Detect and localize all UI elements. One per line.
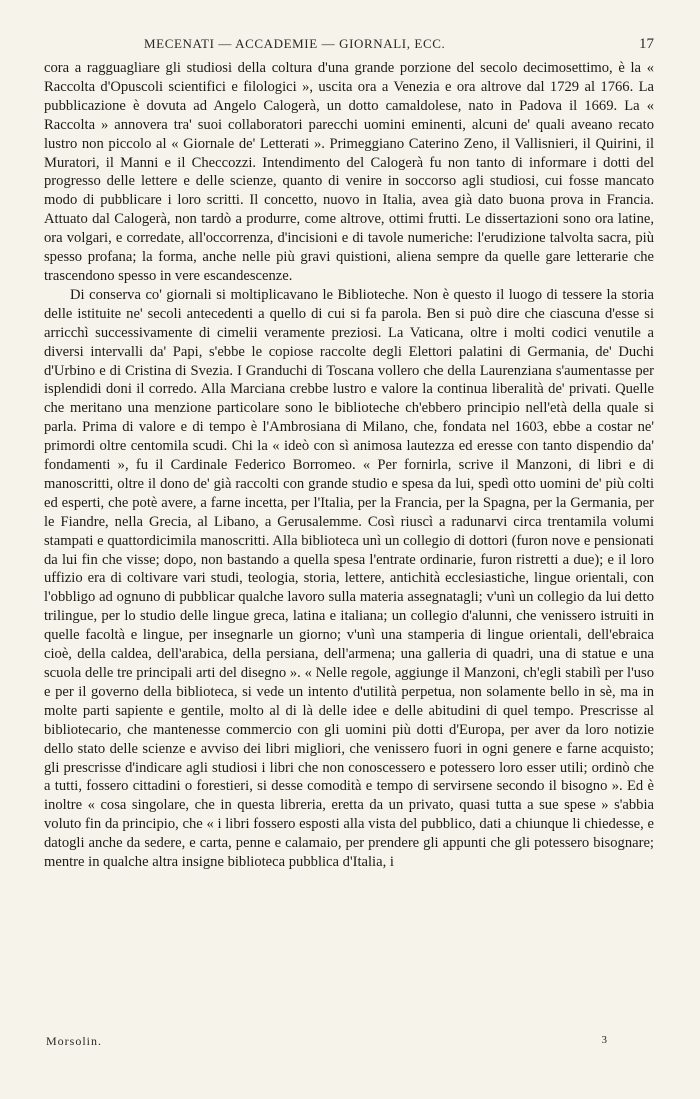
paragraph-continuation: cora a ragguagliare gli studiosi della coltura d'una grande porzione del secolo decimosettimo, è la « Raccolta d'Opuscoli scientifici e filologici », uscita ora a Venezia e ora altrove dal 1729 al 1766. La pubblicazione è dovuta ad Angelo Calogerà, un dotto camaldolese, nato in Padova il 1669. La « Raccolta » annovera tra' suoi collaboratori parecchi uomini eminenti, alcuni de' quali aveano recato lustro non piccolo al « Giornale de' Letterati ». Primeggiano Caterino Zeno, il Vallisnieri, il Quirini, il Muratori, il Manni e il Checcozzi. Intendimento del Calogerà fu non tanto di informare i dotti del progresso delle lettere e delle scienze, quanto di venire in soccorso agli studiosi, cui fosse mancato modo di pubblicare i loro scritti. Il concetto, nuovo in Italia, avea già dato buona prova in Francia. Attuato dal Calogerà, non tardò a produrre, come altrove, ottimi frutti. Le dissertazioni sono ora latine, ora volgari, e corredate, all'occorrenza, d'incisioni e di tavole numeriche: l'erudizione talvolta sacra, più spesso profana; la forma, anche nelle più gravi quistioni, aliena sempre da quelle gare letterarie che trascendono spesso in vere escandescenze. bbox=[44, 60, 654, 284]
body-text bbox=[44, 59, 654, 872]
paragraph-libraries: Di conserva co' giornali si moltiplicavano le Biblioteche. Non è questo il luogo di tessere la storia delle istituite ne' secoli antecedenti a quello di cui si fa parola. Ben si può dire che ciascuna d'esse si arricchì successivamente di cimelii veramente preziosi. La Vaticana, oltre i molti codici venutile a diversi intervalli da' Papi, s'ebbe le copiose raccolte degli Elettori palatini di Germania, de' Duchi d'Urbino e di Cristina di Svezia. I Granduchi di Toscana vollero che della Laurenziana s'aumentasse per isplendidi doni il corredo. Alla Marciana crebbe lustro e valore la continua liberalità de' privati. Quelle che meritano una menzione particolare sono le biblioteche ch'ebbero principio nell'età della quale si parla. Prima di valore e di tempo è l'Ambrosiana di Milano, che, fondata nel 1603, ebbe a costar ne' primordi oltre centomila scudi. Chi la « ideò con sì animosa lautezza ed eresse con tanto dispendio da' fondamenti », fu il Cardinale Federico Borromeo. « Per fornirla, scrive il Manzoni, di libri e di manoscritti, oltre il dono de' già raccolti con grande studio e spesa da lui, spedì otto uomini de' più colti ed esperti, che potè avere, a farne incetta, per l'Italia, per la Francia, per la Spagna, per la Germania, per le Fiandre, nella Grecia, al Libano, a Gerusalemme. Così riuscì a radunarvi circa trentamila volumi stampati e quattordicimila manoscritti. Alla biblioteca unì un collegio di dottori (furon nove e pensionati da lui fin che visse; dopo, non bastando a quella spesa l'entrate ordinarie, furon ristretti a due); e il loro uffizio era di coltivare vari studi, teologia, storia, lettere, antichità ecclesiastiche, lingue orientali, con l'obbligo ad ognuno di pubblicar qualche lavoro sulla materia assegnatagli; v'unì un collegio da lui detto trilingue, per lo studio delle lingue greca, latina e italiana; un collegio d'alunni, che venissero istruiti in quelle facoltà e lingue, per insegnarle un giorno; v'unì una stamperia di lingue orientali, dell'ebraica cioè, della caldea, dell'arabica, della persiana, dell'armena; una galleria di quadri, una di statue e una scuola delle tre principali arti del disegno ». « Nelle regole, aggiunge il Manzoni, ch'egli stabilì per l'uso e per il governo della biblioteca, si vede un intento d'utilità perpetua, non solamente bello in sè, ma in molte parti sapiente e gentile, molto al di là delle idee e delle abitudini di quel tempo. Prescrisse al bibliotecario, che mantenesse commercio con gli uomini più dotti d'Europa, per aver da loro notizie dello stato delle scienze e avviso dei libri migliori, che venissero fuori in ogni genere e farne acquisto; gli prescrisse d'indicare agli studiosi i libri che non conoscessero e potessero loro esser utili; ordinò che a tutti, fossero cittadini o forestieri, si desse comodità e tempo di servirsene secondo il bisogno ». Ed è inoltre « cosa singolare, che in questa libreria, eretta da un privato, quasi tutta a sue spese » s'abbia voluto fin da principio, che « i libri fossero esposti alla vista del pubblico, dati a chiunque li chiedesse, e datogli anche da sedere, e carta, penne e calamaio, per prendere gli appunti che gli potessero bisognare; mentre in qualche altra insigne biblioteca pubblica d'Italia, i bbox=[44, 286, 654, 871]
page-number: 17 bbox=[639, 36, 654, 52]
author-signature: Morsolin. bbox=[46, 1034, 103, 1048]
page-header bbox=[144, 36, 654, 53]
sheet-number: 3 bbox=[601, 1034, 608, 1046]
page-footer bbox=[46, 1034, 608, 1049]
running-title: MECENATI — ACCADEMIE — GIORNALI, ECC. bbox=[144, 36, 446, 51]
